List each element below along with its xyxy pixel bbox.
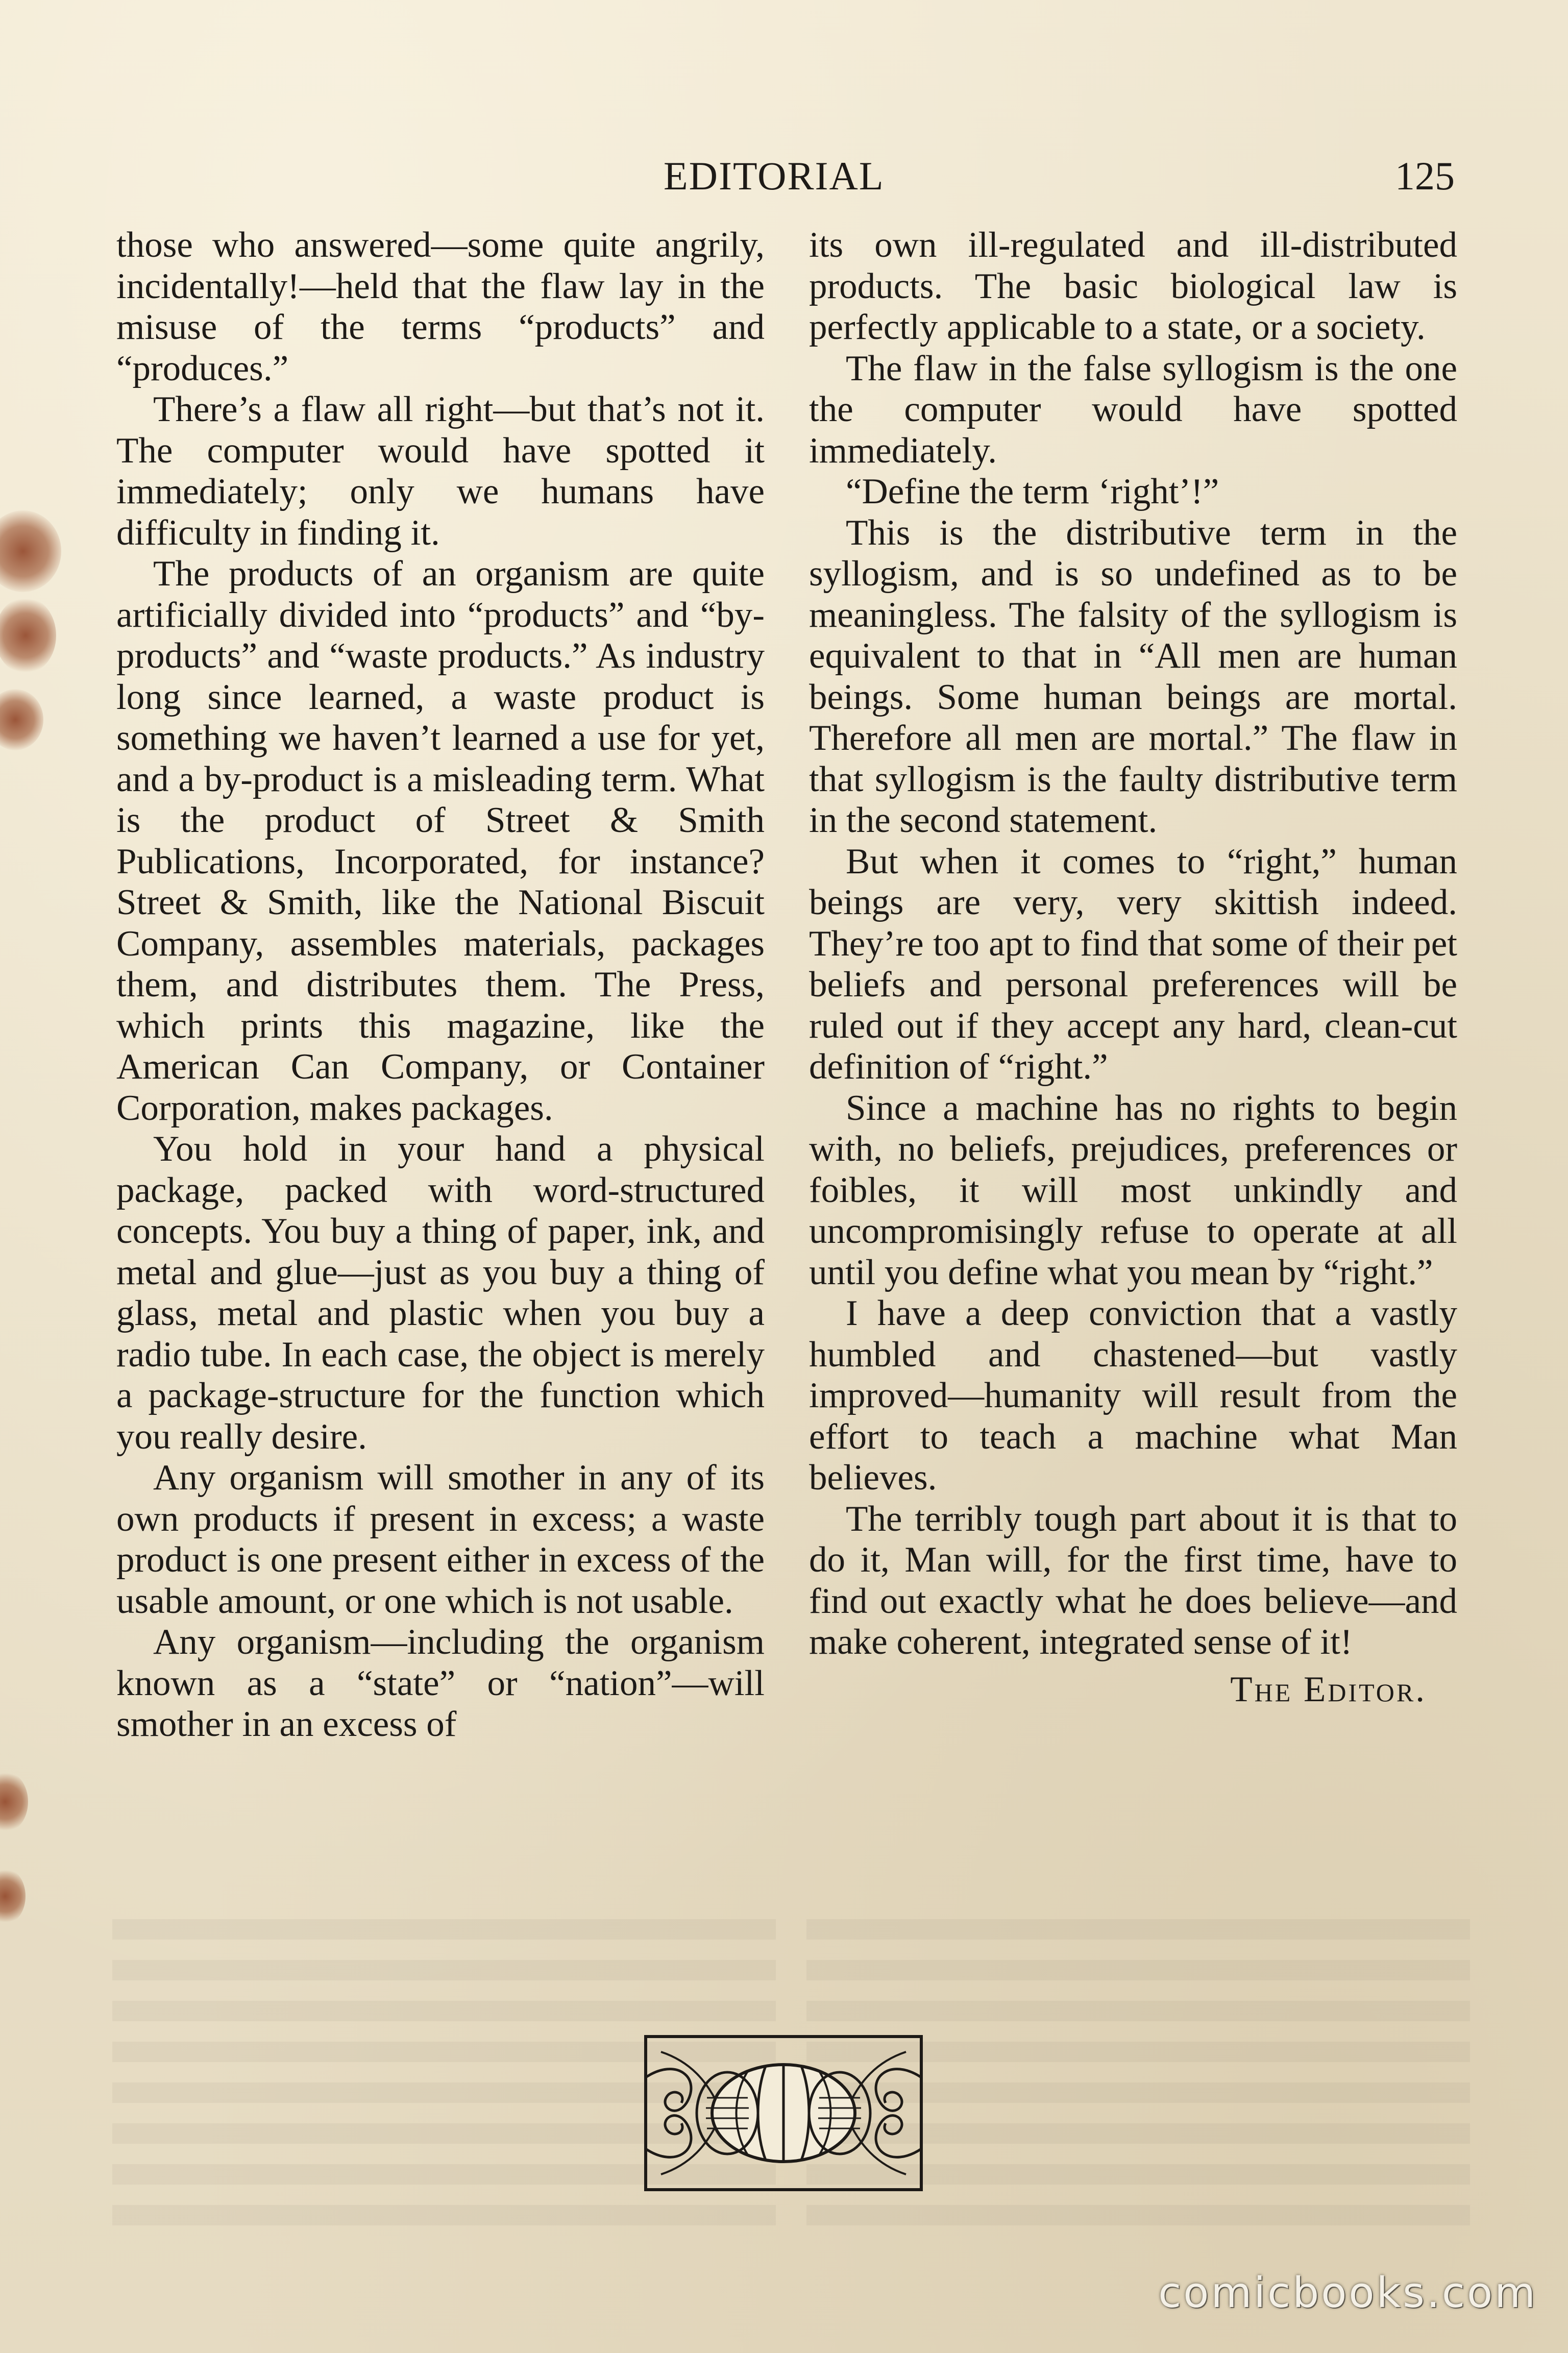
stain-mark [0,1868,26,1924]
section-title: EDITORIAL [664,154,885,198]
paragraph: The terribly tough part about it is that to do it, Man will, for the first time, have to find out exactly what he does believe—and make coherent, integrated sense of it! [809,1499,1457,1662]
paragraph: This is the distributive term in the syllogism, and is so undefined as to be meaningless. The falsity of the syllogism is equivalent to that in “All men are human beings. Some human beings are mortal. Therefore all men are mortal.” The flaw in that syllogism is the faulty distributive term in the second statement. [809,512,1457,840]
paragraph: But when it comes to “right,” human beings are very, very skittish indeed. They’re too apt to find that some of their pet beliefs and personal preferences will be ruled out if they accept any hard, clean-cut definition of “right.” [809,841,1457,1087]
editor-signature: The Editor. [1230,1669,1427,1709]
watermark-text: comicbooks.com [1158,2269,1537,2317]
stain-mark [0,1771,28,1832]
paragraph: I have a deep conviction that a vastly humbled and chastened—but vastly improved—humanity will result from the effort to teach a machine what Man believes. [809,1293,1457,1498]
paragraph: There’s a flaw all right—but that’s not it. The computer would have spotted it immediately; only we humans have difficulty in finding it. [116,389,765,553]
running-header [0,153,1568,204]
paragraph: Any organism will smother in any of its own products if present in excess; a waste product is one present either in excess of the usable amount, or one which is not usable. [116,1458,765,1621]
paragraph: The products of an organism are quite artificially divided into “products” and “by-products” and “waste products.” As industry long since learned, a waste product is something we haven’t learned a use for yet, and a by-product is a misleading term. What is the product of Street & Smith Publications, Incorporated, for instance? Street & Smith, like the National Biscuit Company, assembles materials, packages them, and distributes them. The Press, which prints this magazine, like the American Can Company, or Container Corporation, makes packages. [116,554,765,1128]
page-number: 125 [1395,154,1455,198]
left-column [116,225,765,1745]
paragraph: its own ill-regulated and ill-distributed products. The basic biological law is perfectly applicable to a state, or a society. [809,225,1457,347]
paragraph: Since a machine has no rights to begin with, no beliefs, prejudices, preferences or foibles, it will most unkindly and uncompromisingly refuse to operate at all until you define what you mean by “right.” [809,1088,1457,1292]
paragraph: “Define the term ‘right’!” [846,472,1219,511]
melon-ornament-icon [630,2021,937,2205]
paragraph: Any organism—including the organism known as a “state” or “nation”—will smother in an excess of [116,1622,765,1744]
paragraph: The flaw in the false syllogism is the one the computer would have spotted immediately. [809,348,1457,471]
paragraph: those who answered—some quite angrily, incidentally!—held that the flaw lay in the misuse of the terms “products” and “produces.” [116,225,765,388]
stain-mark [0,510,61,592]
right-column [809,225,1457,1710]
stain-mark [0,597,56,674]
stain-mark [0,689,43,750]
paragraph: You hold in your hand a physical package, packed with word-structured concepts. You buy a thing of paper, ink, and metal and glue—just as you buy a thing of glass, metal and plastic when you buy a radio tube. In each case, the object is merely a package-structure for the function which you really desire. [116,1129,765,1457]
